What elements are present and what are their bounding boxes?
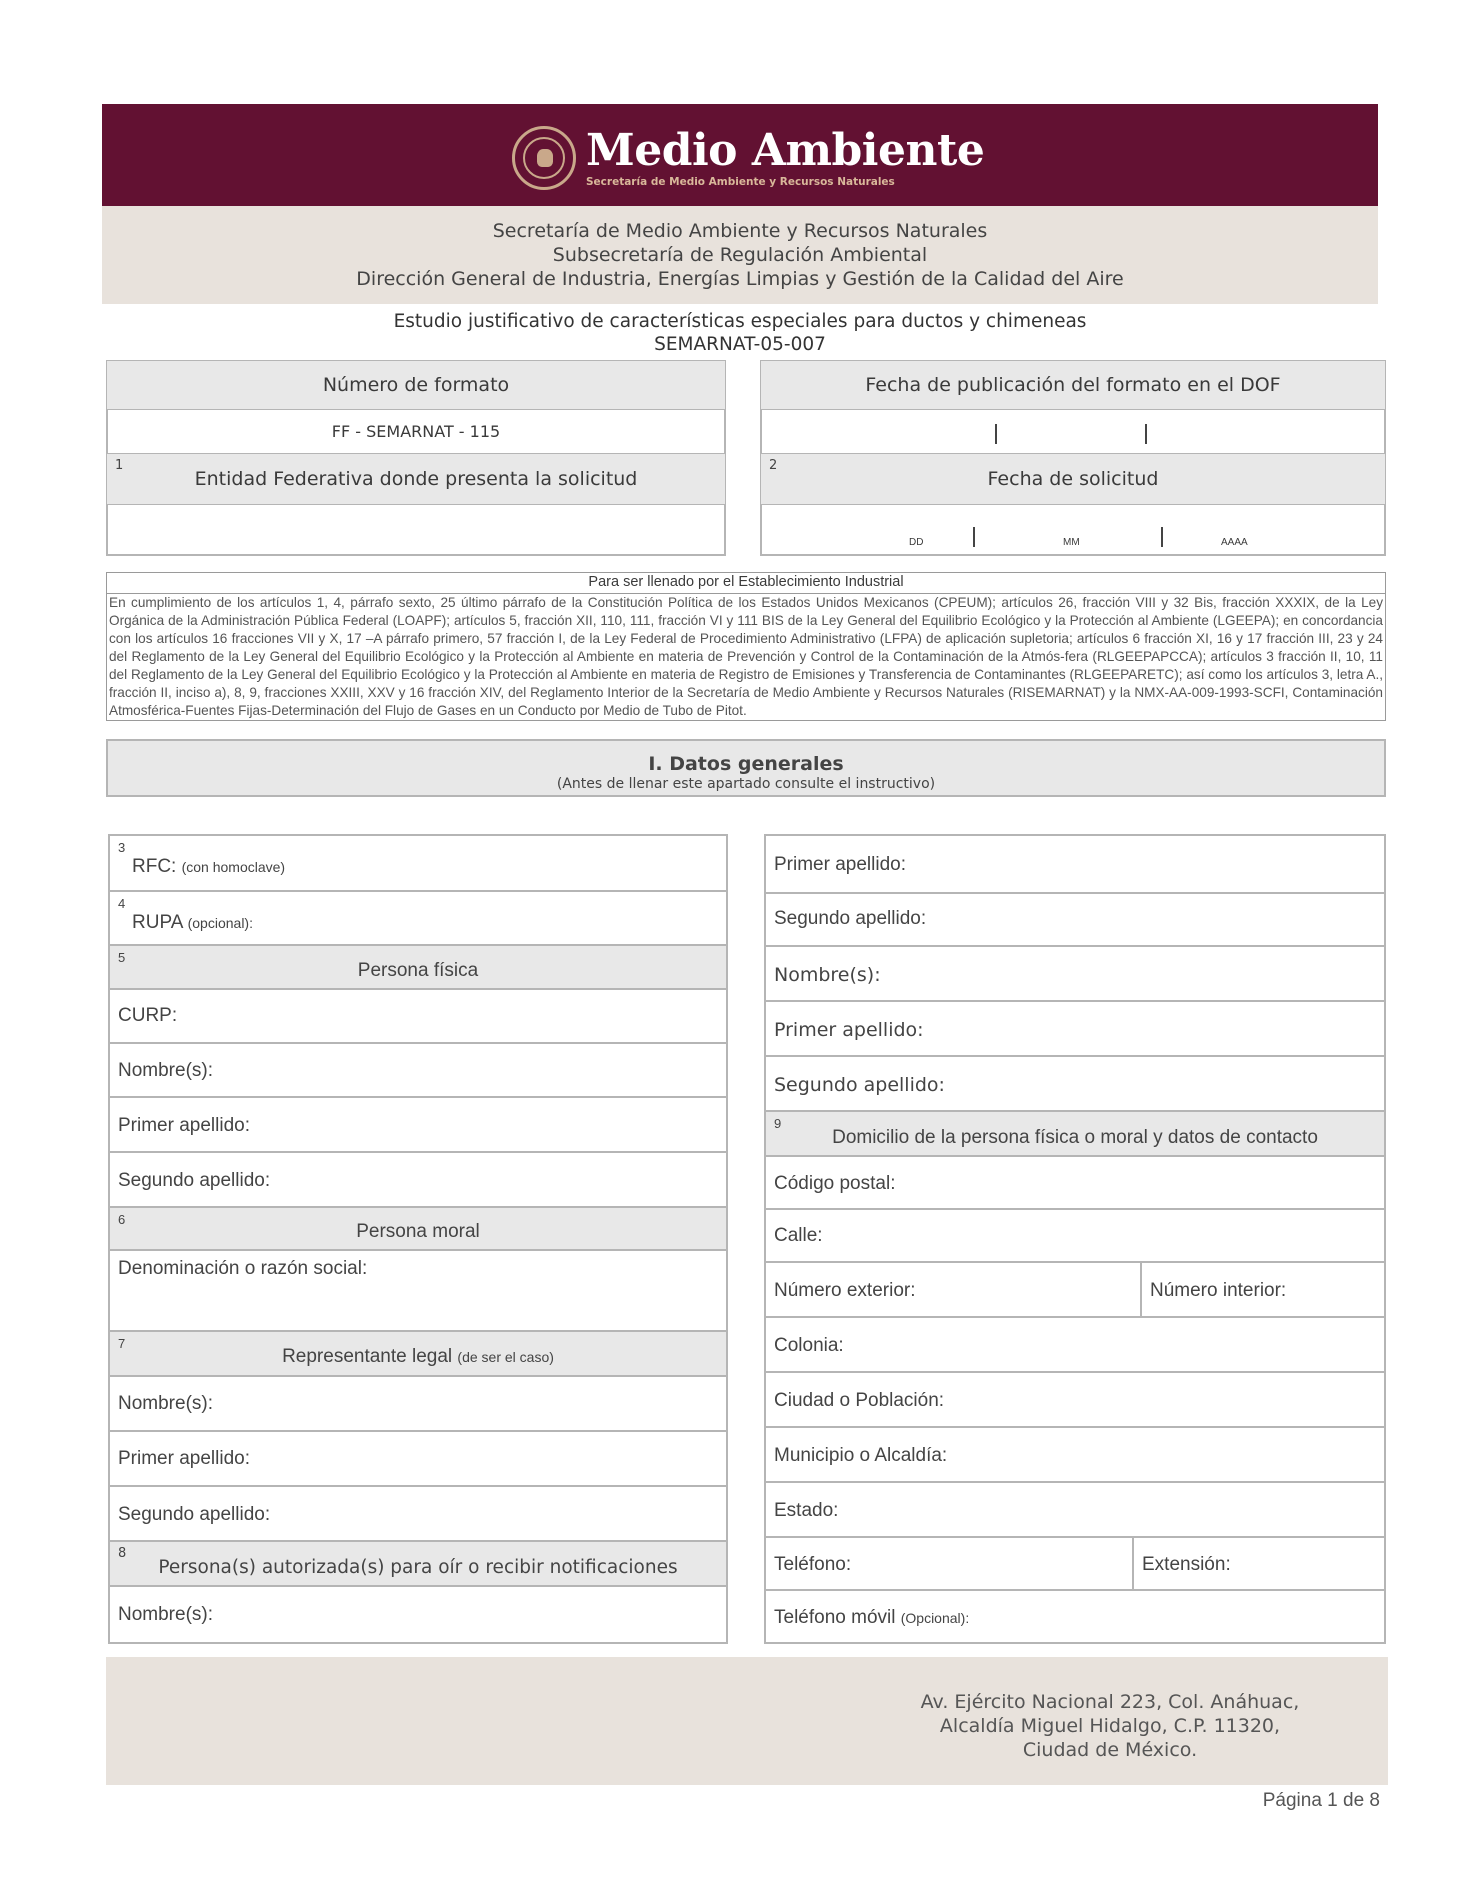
study-code: SEMARNAT-05-007 — [654, 334, 826, 355]
domicilio-header: 9 Domicilio de la persona física o moral y datos de contacto — [766, 1110, 1384, 1156]
rupa-field[interactable]: 4 RUPA (opcional): — [110, 890, 726, 946]
rl-segundo-apellido-field[interactable]: Segundo apellido: — [110, 1485, 726, 1541]
rl-primer-apellido-right[interactable]: Primer apellido: — [774, 854, 906, 875]
format-number-table — [106, 360, 726, 556]
format-number-label: Número de formato — [106, 360, 726, 410]
dof-date-table — [760, 360, 1386, 556]
personas-autorizadas-header: 8 Persona(s) autorizada(s) para oír o recibir notificaciones — [110, 1540, 726, 1586]
rl-nombre-field[interactable]: Nombre(s): — [110, 1375, 726, 1431]
pa-nombre-field[interactable]: Nombre(s): — [110, 1585, 726, 1642]
study-title: Estudio justificativo de características especiales para ductos y chimeneas — [393, 311, 1087, 332]
estado-field[interactable]: Estado: — [766, 1481, 1384, 1537]
section-title: I. Datos generales — [648, 753, 844, 775]
colonia-field[interactable]: Colonia: — [766, 1316, 1384, 1372]
year-label: AAAA — [1221, 537, 1248, 548]
brand-subtitle: Secretaría de Medio Ambiente y Recursos Naturales — [586, 176, 895, 188]
legal-text: En cumplimiento de los artículos 1, 4, párrafo sexto, 25 último párrafo de la Constitución Política de los Estados Unidos Mexicanos (CPEUM); artículos 26, fracción VIII y 32 Bis, fracción XXXIX, de la Ley Orgánica de la Administración Pública Federal (LOAPF); artículos 5, fracción XII, 110, 111, fracción VI y 111 BIS de la Ley General del Equilibrio Ecológico y la Protección al Ambiente (LGEEPA); en concordancia con los artículos 16 fracciones VII y X, 17 –A párrafo primero, 57 fracción I, de la Ley Federal de Procedimiento Administrativo (LFPA) de aplicación supletoria; artículos 6 fracción XI, 16 y 17 fracción III, 23 y 24 del Reglamento de la Ley General del Equilibrio Ecológico y la Protección al Ambiente en materia de Prevención y Control de la Contaminación de la Atmós-fera (RLGEEPAPCCA); artículos 3 fracción II, 10, 11 del Reglamento de la Ley General del Equilibrio Ecológico y la Protección al Ambiente en materia de Registro de Emisiones y Transferencia de Contaminantes (RLGEEPARETC); así como los artículos 3, letra A., fracción II, inciso a), 8, 9, fracciones XXIII, XXV y 16 fracción XIV, del Reglamento Interior de la Secretaría de Medio Ambiente y Recursos Naturales (RISEMARNAT) y la NMX-AA-009-1993-SCFI, Contaminación Atmosférica-Fuentes Fijas-Determinación del Flujo de Gases en un Conducto por Medio de Tubo de Pitot. — [106, 593, 1386, 721]
entidad-federativa-label: 1 Entidad Federativa donde presenta la solicitud — [106, 453, 726, 505]
left-form-column — [108, 834, 728, 1644]
footer-address: Av. Ejército Nacional 223, Col. Anáhuac, Alcaldía Miguel Hidalgo, C.P. 11320, Ciudad de México. — [920, 1691, 1300, 1761]
rl-segundo-apellido-right[interactable]: Segundo apellido: — [766, 892, 1384, 946]
page-number: Página 1 de 8 — [1262, 1790, 1380, 1811]
representante-legal-header: 7 Representante legal (de ser el caso) — [110, 1330, 726, 1376]
pa-nombre-right[interactable]: Nombre(s): — [766, 945, 1384, 1001]
agency-header — [102, 206, 1378, 304]
format-number-value: FF - SEMARNAT - 115 — [106, 409, 726, 454]
brand-banner — [102, 104, 1378, 206]
legal-heading: Para ser llenado por el Establecimiento Industrial — [106, 572, 1386, 594]
telefono-field[interactable]: Teléfono: — [774, 1554, 852, 1575]
section-subtitle: (Antes de llenar este apartado consulte el instructivo) — [556, 776, 936, 792]
brand-logo — [512, 126, 984, 190]
dof-date-label: Fecha de publicación del formato en el DOF — [760, 360, 1386, 410]
rl-primer-apellido-field[interactable]: Primer apellido: — [110, 1430, 726, 1486]
day-label: DD — [909, 537, 924, 548]
month-label: MM — [1063, 537, 1080, 548]
numero-exterior-interior-row — [766, 1261, 1384, 1317]
entidad-federativa-input[interactable] — [106, 504, 726, 556]
rfc-field[interactable]: 3 RFC: (con homoclave) — [118, 840, 286, 877]
municipio-field[interactable]: Municipio o Alcaldía: — [766, 1426, 1384, 1482]
pa-segundo-apellido-right[interactable]: Segundo apellido: — [766, 1055, 1384, 1111]
telefono-movil-field[interactable]: Teléfono móvil (Opcional): — [766, 1589, 1384, 1642]
agency-line-3: Dirección General de Industria, Energías Limpias y Gestión de la Calidad del Aire — [356, 268, 1124, 290]
agency-line-1: Secretaría de Medio Ambiente y Recursos Naturales — [492, 220, 988, 242]
form-title — [102, 310, 1378, 356]
calle-field[interactable]: Calle: — [766, 1208, 1384, 1262]
pf-segundo-apellido-field[interactable]: Segundo apellido: — [110, 1151, 726, 1207]
telefono-extension-row — [766, 1536, 1384, 1590]
codigo-postal-field[interactable]: Código postal: — [766, 1155, 1384, 1209]
persona-moral-header: 6 Persona moral — [110, 1206, 726, 1250]
numero-interior-field[interactable]: Número interior: — [1150, 1280, 1287, 1301]
curp-field[interactable]: CURP: — [110, 988, 726, 1044]
pf-nombre-field[interactable]: Nombre(s): — [110, 1042, 726, 1098]
razon-social-field[interactable]: Denominación o razón social: — [110, 1249, 726, 1331]
national-seal-icon — [512, 126, 576, 190]
fecha-solicitud-input[interactable] — [760, 504, 1386, 556]
dof-date-value — [760, 409, 1386, 454]
pa-primer-apellido-right[interactable]: Primer apellido: — [766, 1000, 1384, 1056]
extension-field[interactable]: Extensión: — [1142, 1554, 1231, 1575]
brand-title: Medio Ambiente — [586, 125, 985, 176]
pf-primer-apellido-field[interactable]: Primer apellido: — [110, 1096, 726, 1152]
numero-exterior-field[interactable]: Número exterior: — [774, 1280, 916, 1301]
persona-fisica-header: 5 Persona física — [110, 944, 726, 990]
fecha-solicitud-label: 2 Fecha de solicitud — [760, 453, 1386, 505]
ciudad-field[interactable]: Ciudad o Población: — [766, 1371, 1384, 1427]
agency-line-2: Subsecretaría de Regulación Ambiental — [552, 244, 928, 266]
section-datos-generales — [106, 739, 1386, 797]
right-form-column — [764, 834, 1386, 1644]
